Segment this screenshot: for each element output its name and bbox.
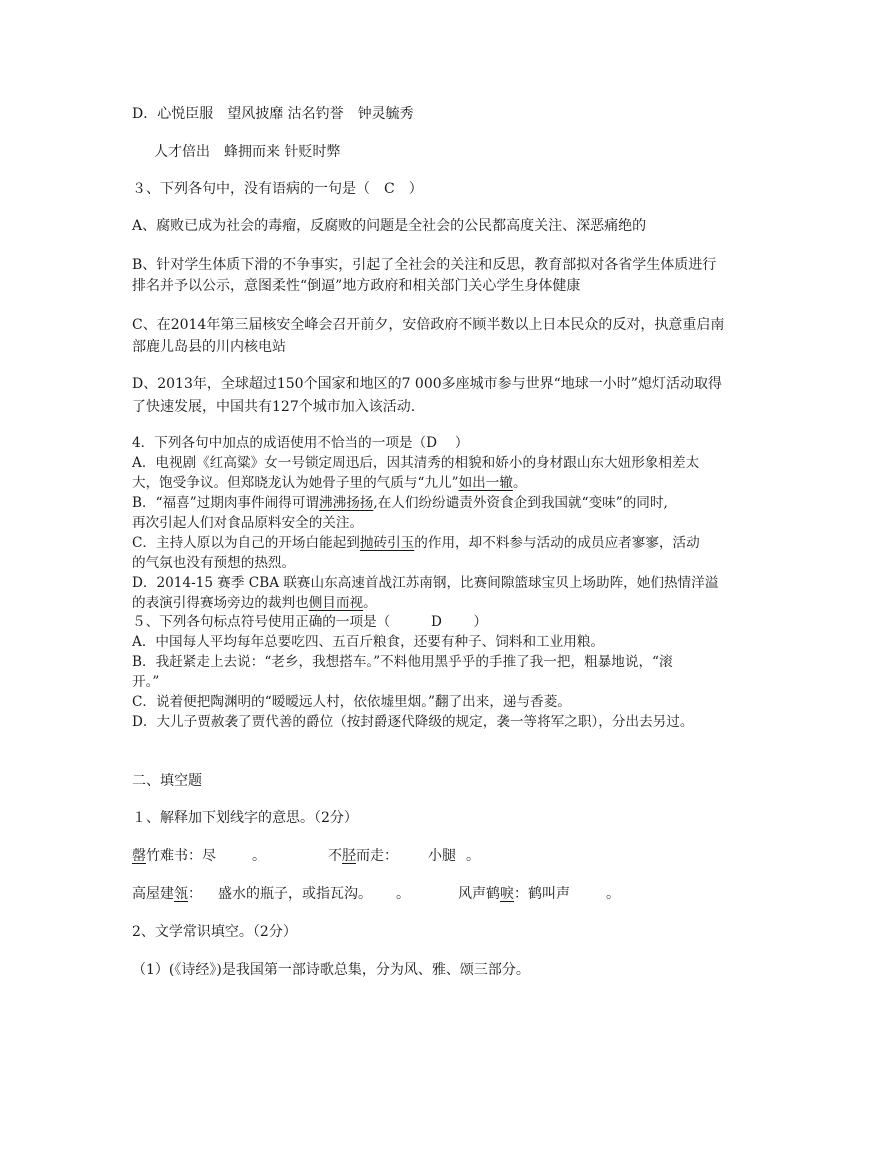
q3-option-c-line2: 部鹿儿岛县的川内核电站 (132, 339, 286, 355)
q3-option-d-line1: D、2013年，全球超过150个国家和地区的7 000多座城市参与世界“地球一小时”熄灯活动取得 (132, 376, 722, 392)
word2-answer: 小腿 (428, 848, 456, 864)
word4-rest: ：鹤叫声 (514, 886, 570, 902)
q2-option-d-line1: D．心悦臣服 望风披靡 沽名钓誉 钟灵毓秀 (132, 106, 414, 122)
section2-title: 二、填空题 (132, 773, 202, 789)
q4-c-text: C．主持人原以为自己的开场白能起到 (132, 535, 360, 551)
word2-tail: 。 (466, 848, 480, 864)
word3-rest: ： (188, 886, 202, 902)
word4-underlined: 唳 (500, 886, 514, 902)
q5-option-d: D．大儿子贾赦袭了贾代善的爵位（按封爵逐代降级的规定，袭一等将军之职），分出去另过。 (132, 714, 694, 730)
section2-q2-stem: 2、文学常识填空。（2分） (132, 924, 297, 940)
q4-stem: 4．下列各句中加点的成语使用不恰当的一项是（D ） (132, 435, 469, 451)
q3-stem: ３、下列各句中，没有语病的一句是（ C ） (132, 181, 423, 197)
word1-underlined: 罄 (132, 848, 146, 864)
q4-d-text: 的表演引得赛场旁边的裁判也 (132, 595, 309, 611)
section2-q1-stem: １、解释加下划线字的意思。（2分） (132, 810, 358, 826)
q4-a-tail: 。 (512, 475, 527, 491)
word3-prefix: 高屋建 (132, 886, 174, 902)
q3-option-d-line2: 了快速发展，中国共有127个城市加入该活动. (132, 399, 416, 415)
word3-answer: 盛水的瓶子，或指瓦沟。 (218, 886, 372, 902)
q3-option-a: A、腐败已成为社会的毒瘤，反腐败的问题是全社会的公民都高度关注、深恶痛绝的 (132, 218, 647, 234)
q4-option-b-line1 (132, 494, 668, 512)
word3-underlined: 瓴 (174, 886, 188, 902)
word4-prefix: 风声鹤 (458, 886, 500, 902)
q3-option-c-line1: C、在2014年第三届核安全峰会召开前夕，安倍政府不顾半数以上日本民众的反对，执意重启南 (132, 317, 725, 333)
q4-c-tail: 的作用，却不料参与活动的成员应者寥寥，活动 (414, 535, 700, 551)
q4-a-text: 大，饱受争议。但郑晓龙认为她骨子里的气质与“九儿” (132, 475, 459, 491)
q4-d-tail: 。 (363, 595, 377, 611)
q5-option-b-line1: B．我赶紧走上去说：“老乡，我想搭车。”不料他用黑乎乎的手推了我一把，粗暴地说，“滚 (132, 654, 673, 670)
q5-stem: ５、下列各句标点符号使用正确的一项是（ D ） (132, 614, 488, 630)
q4-option-a-line2 (132, 474, 527, 492)
q4-option-d-line2 (132, 594, 377, 612)
q4-b-idiom: 沸沸扬扬 (319, 495, 374, 511)
word2-prefix: 不 (328, 848, 342, 864)
word1-tail: 。 (252, 848, 266, 864)
q4-option-c-line2: 的气氛也没有预想的热烈。 (132, 555, 296, 571)
section2-q1-row2 (132, 884, 620, 904)
section2-q2-item1: （1）(《诗经》)是我国第一部诗歌总集，分为风、雅、颂三部分。 (132, 962, 530, 978)
section2-q1-row1 (132, 846, 480, 866)
q3-option-b-line1: B、针对学生体质下滑的不争事实，引起了全社会的关注和反思，教育部拟对各省学生体质进行 (132, 257, 717, 273)
q4-option-c-line1 (132, 534, 700, 552)
q2-option-d-line2: 人才倍出 蜂拥而来 针贬时弊 (154, 144, 341, 160)
q4-d-idiom: 侧目而视 (308, 595, 364, 611)
q4-option-a-line1: A．电视剧《红高粱》女一号锁定周迅后，因其清秀的相貌和娇小的身材跟山东大妞形象相差太 (132, 455, 700, 471)
q3-option-b-line2: 排名并予以公示，意图柔性“倒逼”地方政府和相关部门关心学生身体健康 (132, 278, 581, 294)
q4-a-idiom: 如出一辙 (458, 475, 513, 491)
word2-rest: 而走： (356, 848, 398, 864)
q4-option-b-line2: 再次引起人们对食品原料安全的关注。 (132, 515, 364, 531)
q4-option-d-line1: D．2014-15 赛季 CBA 联赛山东高速首战江苏南钢，比赛间隙篮球宝贝上场助阵，她们热情洋溢 (132, 575, 719, 591)
q5-option-b-line2: 开。” (132, 674, 160, 690)
q4-b-tail: ,在人们纷纷谴责外资食企到我国就“变味”的同时, (373, 495, 668, 511)
q5-option-a: A．中国每人平均每年总要吃四、五百斤粮食，还要有种子、饲料和工业用粮。 (132, 634, 605, 650)
q4-b-text: B．“福喜”过期肉事件闹得可谓 (132, 495, 320, 511)
word3-tail: 。 (396, 886, 410, 902)
q5-option-c: C．说着便把陶渊明的“暧暧远人村，依依墟里烟。”翻了出来，递与香菱。 (132, 694, 571, 710)
word2-underlined: 胫 (342, 848, 356, 864)
word4-tail: 。 (606, 886, 620, 902)
word1-definition: 竹难书：尽 (146, 848, 216, 864)
q4-c-idiom: 抛砖引玉 (359, 535, 415, 551)
